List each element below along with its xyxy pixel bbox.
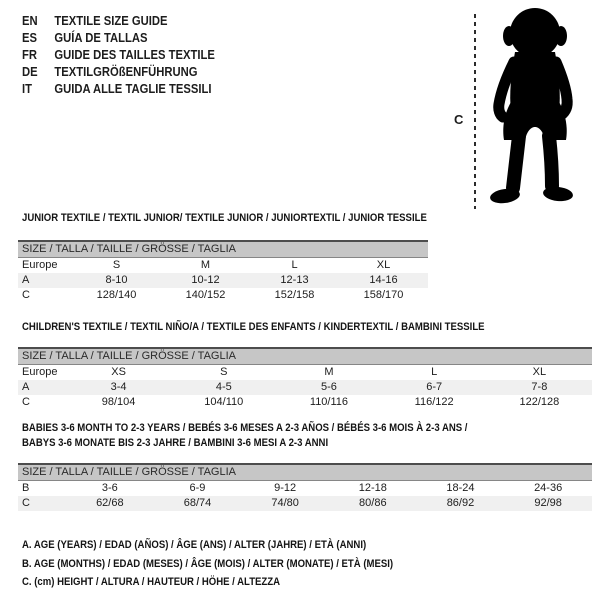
table-cell: 128/140 [96, 289, 137, 301]
table-cell: XS [111, 366, 126, 378]
language-title: GUÍA DE TALLAS [54, 31, 148, 45]
table-row [18, 273, 428, 288]
row-label: A [18, 273, 72, 288]
table-cell: M [200, 259, 211, 271]
table-cell: 92/98 [504, 496, 592, 511]
table-cell: 74/80 [241, 496, 329, 511]
legend-notes [22, 536, 449, 592]
language-code: ES [22, 31, 38, 45]
table-cell: 158/170 [363, 289, 404, 301]
height-measure-label: C [454, 112, 464, 127]
language-list [22, 13, 236, 98]
row-label: C [22, 396, 30, 408]
babies-size-table [18, 463, 592, 511]
table-cell: 9-12 [274, 482, 297, 494]
table-cell: 3-6 [101, 482, 118, 494]
table-cell: 8-10 [72, 273, 161, 288]
language-title: GUIDA ALLE TAGLIE TESSILI [54, 82, 212, 96]
table-cell: 7-8 [487, 380, 592, 395]
junior-size-table [18, 240, 428, 303]
language-code: FR [22, 48, 38, 62]
language-title: TEXTILGRÖßENFÜHRUNG [54, 65, 198, 79]
table-row [18, 380, 592, 395]
row-label: A [18, 380, 66, 395]
table-row [18, 395, 592, 410]
babies-title-line1: BABIES 3-6 MONTH TO 2-3 YEARS / BEBÉS 3-6 MESES A 2-3 AÑOS / BÉBÉS 3-6 MOIS À 2-3 ANS / [22, 422, 468, 434]
baby-silhouette-icon [489, 8, 573, 205]
row-label: Europe [22, 366, 58, 378]
junior-section-title: JUNIOR TEXTILE / TEXTIL JUNIOR/ TEXTILE JUNIOR / JUNIORTEXTIL / JUNIOR TESSILE [22, 212, 427, 224]
note-age-months: B. AGE (MONTHS) / EDAD (MESES) / ÂGE (MOIS) / ALTER (MONATE) / ETÀ (MESI) [22, 557, 394, 570]
table-header-row [18, 241, 428, 258]
language-row-en [22, 13, 215, 30]
babies-title-line2: BABYS 3-6 MONATE BIS 2-3 JAHRE / BAMBINI 3-6 MESI A 2-3 ANNI [22, 437, 329, 449]
table-header-row [18, 348, 592, 365]
table-row [18, 481, 592, 497]
language-row-es [22, 30, 215, 47]
table-cell: 6-7 [382, 380, 487, 395]
table-cell: 116/122 [414, 396, 454, 408]
table-cell: 152/158 [274, 289, 315, 301]
language-code: DE [22, 65, 38, 79]
size-header-label: SIZE / TALLA / TAILLE / GRÖSSE / TAGLIA [18, 348, 592, 365]
row-label: C [22, 289, 30, 301]
table-cell: 18-24 [446, 482, 475, 494]
table-cell: 140/152 [185, 289, 226, 301]
children-size-table [18, 347, 592, 410]
table-cell: S [220, 366, 228, 378]
height-figure [448, 4, 588, 214]
table-cell: L [431, 366, 438, 378]
table-cell: 3-4 [66, 380, 171, 395]
table-header-row [18, 464, 592, 481]
table-cell: 6-9 [189, 482, 206, 494]
row-label: Europe [22, 259, 58, 271]
table-cell: 5-6 [276, 380, 381, 395]
table-cell: L [291, 259, 298, 271]
language-title: GUIDE DES TAILLES TEXTILE [54, 48, 215, 62]
table-cell: M [324, 366, 334, 378]
table-cell: 10-12 [161, 273, 250, 288]
table-cell: 24-36 [534, 482, 563, 494]
row-label: B [22, 482, 30, 494]
table-cell: 68/74 [154, 496, 242, 511]
table-cell: 4-5 [171, 380, 276, 395]
table-cell: 62/68 [66, 496, 154, 511]
table-cell: 14-16 [339, 273, 428, 288]
table-cell: 122/128 [519, 396, 560, 408]
table-cell: 80/86 [329, 496, 417, 511]
language-row-de [22, 64, 215, 81]
babies-section-title [22, 421, 467, 451]
language-row-fr [22, 47, 215, 64]
size-header-label: SIZE / TALLA / TAILLE / GRÖSSE / TAGLIA [18, 464, 592, 481]
note-height-cm: C. (cm) HEIGHT / ALTURA / HAUTEUR / HÖHE / ALTEZZA [22, 576, 281, 588]
table-row [18, 258, 428, 274]
table-cell: XL [376, 259, 391, 271]
table-cell: 12-18 [358, 482, 387, 494]
children-section-title: CHILDREN'S TEXTILE / TEXTIL NIÑO/A / TEXTILE DES ENFANTS / KINDERTEXTIL / BAMBINI TESSILE [22, 321, 485, 333]
language-row-it [22, 81, 215, 98]
table-cell: S [112, 259, 121, 271]
row-label: C [18, 496, 66, 511]
table-cell: 110/116 [309, 396, 349, 408]
language-code: IT [22, 82, 32, 96]
table-cell: 86/92 [417, 496, 505, 511]
note-age-years: A. AGE (YEARS) / EDAD (AÑOS) / ÂGE (ANS) / ALTER (JAHRE) / ETÀ (ANNI) [22, 539, 367, 551]
table-cell: 12-13 [250, 273, 339, 288]
size-header-label: SIZE / TALLA / TAILLE / GRÖSSE / TAGLIA [18, 241, 428, 258]
table-cell: XL [532, 366, 547, 378]
table-cell: 98/104 [101, 396, 136, 408]
table-cell: 104/110 [204, 396, 244, 408]
table-row [18, 496, 592, 511]
language-code: EN [22, 14, 38, 28]
language-title: TEXTILE SIZE GUIDE [54, 14, 168, 28]
table-row [18, 288, 428, 303]
table-row [18, 365, 592, 381]
